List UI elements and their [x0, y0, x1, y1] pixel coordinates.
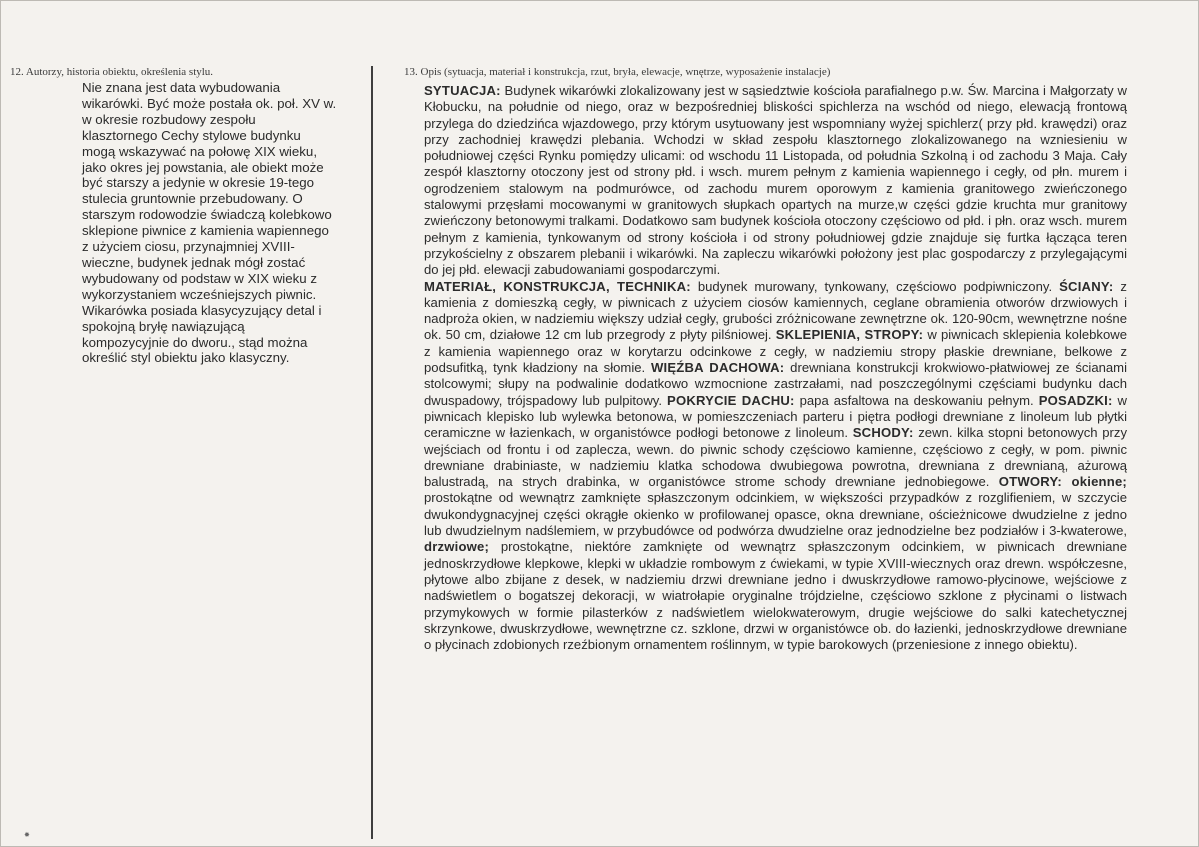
otwory-body: prostokątne od wewnątrz zamknięte spłaszczonym odcinkiem, w większości przypadków z rozglifieniem, w szczycie dwukondygnacyjnej części okrągłe okienko w profilowanej opasce, okna drewniane, ościeżnicowe dwudzielne z jedno lub dwudzielnym nadślemiem, w przybudówce od podwórza dwudzielne oraz jednodzielne bez podziałów i 3-kwaterowe,: [424, 490, 1127, 539]
schody-body: zewn. kilka stopni betonowych przy wejściach od frontu i od zaplecza, wewn. do piwnic schody częściowo kamienne, częściowo z cegły, w pom. piwnic drewniane drabiniaste, w nadziemiu klatka schodowa dwubiegowa powrotna, drewniana z drewnianą, ażurową balustradą, na strych drabinka, w organistówce strome schody drewniane jednobiegowe.: [424, 425, 1127, 490]
sytuacja-paragraph: [424, 83, 1127, 279]
drzwiowe-heading: drzwiowe;: [424, 539, 490, 555]
history-line: określić styl obiektu jako klasyczny.: [82, 350, 290, 366]
otwory-heading: OTWORY: okienne;: [998, 474, 1127, 490]
description-text: [424, 83, 1127, 653]
history-line: starszym rodowodzie świadczą kolebkowo: [82, 207, 332, 223]
sciany-body: z kamienia z domieszką cegły, w piwnicach z użyciem ciosów kamiennych, ceglane obramienia otworów drzwiowych i nadproża okien, w nadziemiu większy udział cegły, grubości zróżnicowane zewnętrzne ok. 120-90cm, wewnętrzne nośne ok. 50 cm, działowe 12 cm lub przegrody z płyty pilśniowej.: [424, 278, 1127, 343]
history-line: stulecia gruntownie przebudowany. O: [82, 191, 303, 207]
history-line: mogą wskazywać na połowę XIX wieku,: [82, 143, 318, 159]
sklepienia-body: w piwnicach sklepienia kolebkowe z kamienia wapiennego oraz w korytarzu odcinkowe z cegły, w nadziemiu stropy płaskie drewniane, belkowe z podsufitką, tynk kładziony na słomie.: [424, 327, 1127, 376]
history-line: klasztornego Cechy stylowe budynku: [82, 127, 301, 143]
left-column-header: 12. Autorzy, historia obiektu, określenia stylu.: [10, 66, 214, 78]
material-body: budynek murowany, tynkowany, częściowo podpiwniczony.: [690, 278, 1060, 294]
material-paragraph: [424, 279, 1127, 654]
history-line: kompozycyjnie do dworu., stąd można: [82, 334, 308, 350]
posadzki-heading: POSADZKI:: [1038, 392, 1113, 408]
history-line: wykorzystaniem wcześniejszych piwnic.: [82, 286, 317, 302]
pokrycie-body: papa asfaltowa na deskowaniu pełnym.: [794, 392, 1039, 408]
history-line: wybudowany od podstaw w XIX wieku z: [82, 270, 318, 286]
schody-heading: SCHODY:: [852, 425, 914, 441]
history-line: jako okres jej powstania, ale obiekt może: [82, 159, 324, 175]
history-line: wikarówki. Być może postała ok. poł. XV w.: [82, 95, 337, 111]
material-heading: MATERIAŁ, KONSTRUKCJA, TECHNIKA:: [424, 278, 691, 294]
drzwiowe-body: prostokątne, niektóre zamknięte od wewnątrz spłaszczonym odcinkiem, w piwnicach drewniane jednoskrzydłowe klepkowe, klepki w układzie rombowym z ćwiekami, w typie XVIII-wiecznych oraz drewn. współczesne, płytowe albo zbijane z desek, w nadziemiu drzwi drewniane jedno i dwuskrzydłowe ramowo-płycinowe, wejściowe z nadświetlem o bogatszej dekoracji, w wiatrołapie oryginalne trójdzielne, częściowo szklone z płycinami o listwach przymykowych w formie pilasterków z nadświetlem wielokwaterowym, drugie wejściowe do salki katechetycznej skrzynkowe, dwuskrzydłowe, wewnętrzne cz. szklone, drzwi w organistówce ob. do łazienki, jednoskrzydłowe drewniane o płycinach zdobionych rzeźbionym ornamentem roślinnym, w typie barokowych (przeniesione z innego obiektu).: [424, 539, 1127, 653]
pokrycie-heading: POKRYCIE DACHU:: [667, 392, 795, 408]
wiezba-body: drewniana konstrukcji krokwiowo-płatwiowej ze ścianami stolcowymi; słupy na podwalinie dodatkowo wzmocnione zastrzałami, nad poszczególnymi częściami budynku dach dwuspadowy, trójspadowy lub pulpitowy.: [424, 360, 1128, 408]
history-line: z użyciem ciosu, przynajmniej XVIII-: [82, 239, 295, 255]
sytuacja-heading: SYTUACJA:: [424, 83, 501, 98]
corner-mark: ✸: [24, 832, 30, 839]
sytuacja-body: Budynek wikarówki zlokalizowany jest w sąsiedztwie kościoła parafialnego p.w. Św. Marcina i Małgorzaty w Kłobucku, na południe od niego, oraz w bezpośredniej bliskości spichlerza na wschód od niego, elewacją frontową przylega do dziedzińca wjazdowego, przy którym usytuowany jest wspomniany wyżej spichlerz( przy płd. krawędzi) oraz przy zachodniej krawędzi plebania. Wchodzi w skład zespołu klasztornego zlokalizowanego na wzniesieniu w południowej części Rynku pomiędzy ulicami: od wschodu 11 Listopada, od południa Szkolną i od zachodu 3 Maja. Cały zespół klasztorny otoczony jest od strony płd. i wsch. murem pełnym z kamienia wapiennego i cegły, od płn. murem i ogrodzeniem stalowym na podmurówce, od zachodu murem oporowym z kamienia granitowego zwieńczonego stalowymi przęsłami mocowanymi w granitowych słupkach opartych na murze,w części gdzie kruchta mur granitowy zwieńczony betonowymi tralkami. Dodatkowo sam budynek kościoła otoczony częściowo od płd. i płn. oraz wsch. murem pełnym z kamienia, tynkowanym od strony kościoła i od strony południowej gdzie znajduje się furtka łącząca teren przykościelny z obszarem plebanii i wikarówki. Na zapleczu wikarówki położony jest plac gospodarczy z przylegającymi do jej płd. elewacji zabudowaniami gospodarczymi.: [424, 83, 1127, 278]
history-line: w okresie rozbudowy zespołu: [82, 111, 256, 127]
history-line: sklepione piwnice z kamienia wapiennego: [82, 223, 329, 239]
wiezba-heading: WIĘŹBA DACHOWA:: [650, 360, 785, 376]
right-column-header: 13. Opis (sytuacja, materiał i konstrukcja, rzut, bryła, elewacje, wnętrze, wyposażenie instalacje): [404, 66, 831, 78]
history-line: Nie znana jest data wybudowania: [82, 80, 281, 95]
history-line: Wikarówka posiada klasycyzujący detal i: [82, 302, 322, 318]
history-line: spokojną bryłę nawiązującą: [82, 318, 245, 334]
sklepienia-heading: SKLEPIENIA, STROPY:: [775, 327, 924, 343]
history-text: [82, 80, 402, 366]
posadzki-body: w piwnicach klepisko lub wylewka betonowa, w pomieszczeniach parteru i piętra podłogi drewniane z linoleum lub płytki ceramiczne w łazienkach, w organistówce podłogi betonowe z linoleum.: [424, 392, 1128, 441]
sciany-heading: ŚCIANY:: [1059, 278, 1114, 294]
history-line: być starszy a jedynie w okresie 19-tego: [82, 175, 315, 191]
history-line: wieczne, budynek jednak mógł zostać: [82, 254, 306, 270]
